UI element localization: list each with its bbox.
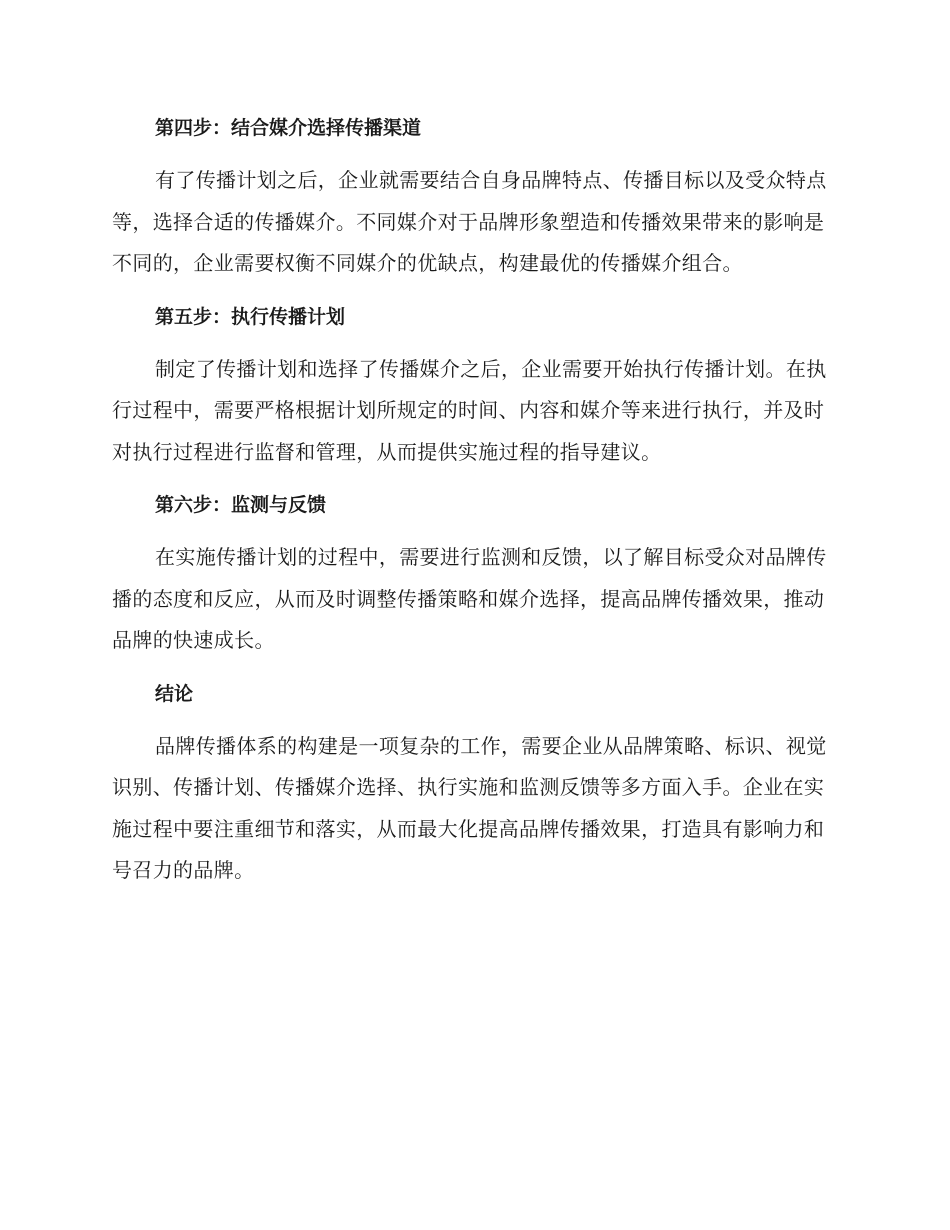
section-paragraph: 制定了传播计划和选择了传播媒介之后，企业需要开始执行传播计划。在执行过程中，需要严格根据计划所规定的时间、内容和媒介等来进行执行，并及时对执行过程进行监督和管理，从而提供实施过程的指导建议。 [112, 356, 827, 464]
section-paragraph: 在实施传播计划的过程中，需要进行监测和反馈，以了解目标受众对品牌传播的态度和反应，从而及时调整传播策略和媒介选择，提高品牌传播效果，推动品牌的快速成长。 [112, 545, 827, 652]
section-step-5 [112, 297, 834, 474]
document-page [112, 108, 834, 904]
section-paragraph: 有了传播计划之后，企业就需要结合自身品牌特点、传播目标以及受众特点等，选择合适的传播媒介。不同媒介对于品牌形象塑造和传播效果带来的影响是不同的，企业需要权衡不同媒介的优缺点，构建最优的传播媒介组合。 [112, 168, 827, 275]
section-step-4 [112, 108, 834, 285]
section-step-6 [112, 485, 834, 662]
section-heading: 结论 [155, 682, 194, 705]
section-heading: 第五步：执行传播计划 [155, 305, 346, 328]
section-heading: 第四步：结合媒介选择传播渠道 [155, 117, 422, 139]
section-heading: 第六步：监测与反馈 [155, 494, 327, 516]
section-paragraph: 品牌传播体系的构建是一项复杂的工作，需要企业从品牌策略、标识、视觉识别、传播计划、传播媒介选择、执行实施和监测反馈等多方面入手。企业在实施过程中要注重细节和落实，从而最大化提高品牌传播效果，打造具有影响力和号召力的品牌。 [112, 733, 827, 882]
section-conclusion [112, 674, 834, 892]
